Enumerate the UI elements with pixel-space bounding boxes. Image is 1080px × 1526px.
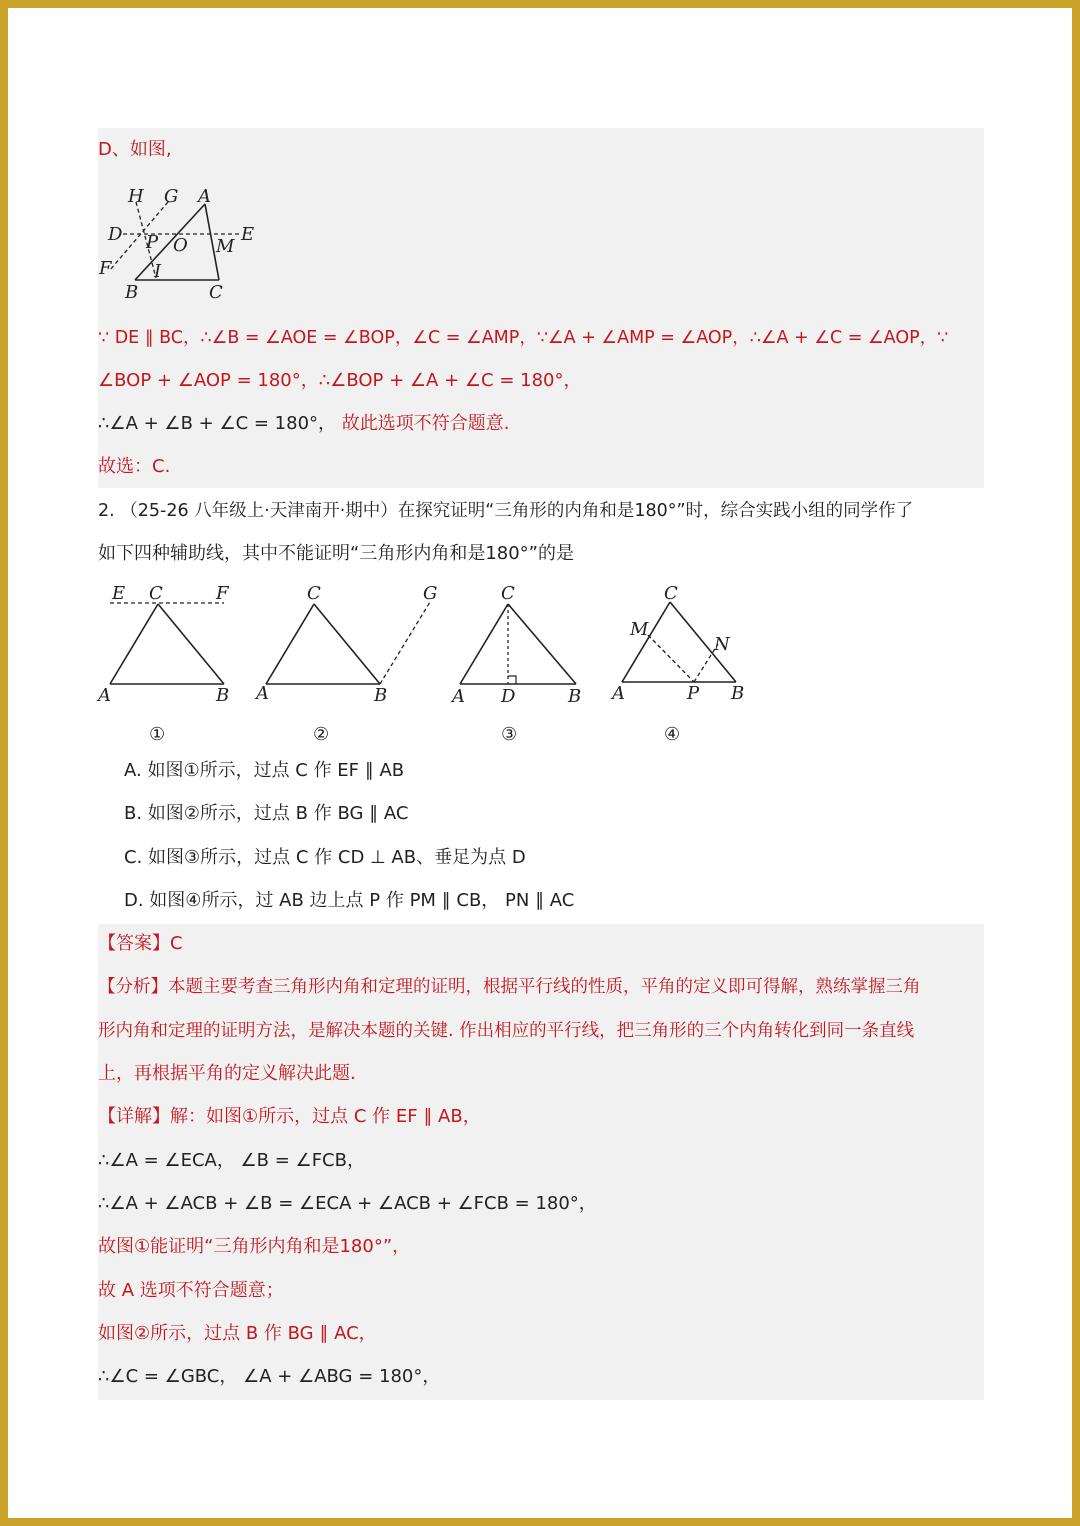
f4-label-N: N (714, 634, 730, 655)
question-2-stem-1: 2. （25-26 八年级上·天津南开·期中）在探究证明“三角形的内角和是180°”时，综合实践小组的同学作了 (98, 501, 914, 521)
f1-label-F: F (216, 583, 229, 604)
f4-label-P: P (687, 683, 700, 704)
f2-label-A: A (256, 683, 269, 704)
f1-label-A: A (98, 685, 111, 706)
answer-line: 【答案】C (98, 933, 183, 954)
f1-label-E: E (112, 583, 126, 604)
detail-line-3: ∴∠A + ∠ACB + ∠B = ∠ECA + ∠ACB + ∠FCB = 180°， (98, 1193, 597, 1214)
f3-label-D: D (501, 686, 516, 707)
figure-1 (96, 583, 230, 745)
figure-2 (254, 583, 437, 745)
option-c: C. 如图③所示，过点 C 作 CD ⊥ AB、垂足为点 D (124, 847, 526, 868)
label-O: O (173, 235, 188, 256)
f4-label-B: B (731, 683, 745, 704)
f3-label-C: C (501, 583, 515, 604)
f2-label-G: G (423, 583, 438, 604)
f1-label-C: C (149, 583, 163, 604)
option-d: D. 如图④所示，过 AB 边上点 P 作 PM ∥ CB， PN ∥ AC (124, 890, 575, 911)
figure-4 (610, 583, 744, 745)
option-d-heading: D、如图, (98, 139, 172, 160)
question-2-stem-2: 如下四种辅助线，其中不能证明“三角形内角和是180°”的是 (98, 543, 575, 564)
label-C: C (209, 282, 223, 303)
analysis-line-3: 上，再根据平角的定义解决此题. (98, 1063, 356, 1084)
proof-line-3 (98, 412, 510, 436)
detail-line-5: 故 A 选项不符合题意； (98, 1280, 284, 1301)
f1-label-B: B (216, 685, 230, 706)
analysis-line-2: 形内角和定理的证明方法，是解决本题的关键. 作出相应的平行线，把三角形的三个内角转化到同一条直线 (98, 1021, 915, 1041)
label-B: B (125, 282, 139, 303)
f4-label-M: M (630, 619, 649, 640)
f4-label-C: C (664, 583, 678, 604)
detail-line-2: ∴∠A = ∠ECA， ∠B = ∠FCB， (98, 1150, 365, 1171)
proof-line-3-math: ∴∠A + ∠B + ∠C = 180°， (98, 413, 337, 434)
f3-label-A: A (452, 686, 465, 707)
label-I: I (154, 261, 162, 282)
question-2-figures (90, 578, 760, 750)
detail-line-6: 如图②所示，过点 B 作 BG ∥ AC， (98, 1323, 377, 1344)
label-H: H (128, 186, 144, 207)
f2-label-C: C (307, 583, 321, 604)
f2-label-B: B (374, 685, 388, 706)
analysis-line-1: 【分析】本题主要考查三角形内角和定理的证明，根据平行线的性质，平角的定义即可得解，熟练掌握三角 (98, 977, 921, 997)
label-G: G (164, 186, 179, 207)
proof-line-1: ∵ DE ∥ BC，∴∠B = ∠AOE = ∠BOP，∠C = ∠AMP，∵∠A + ∠AMP = ∠AOP，∴∠A + ∠C = ∠AOP，∵ (98, 328, 949, 348)
label-P: P (146, 232, 159, 253)
proof-line-2: ∠BOP + ∠AOP = 180°，∴∠BOP + ∠A + ∠C = 180°， (98, 370, 582, 391)
detail-line-4: 故图①能证明“三角形内角和是180°”， (98, 1236, 411, 1257)
choice-line: 故选：C. (98, 456, 171, 477)
f2-caption: ② (313, 724, 330, 745)
f4-label-A: A (612, 683, 625, 704)
option-a: A. 如图①所示，过点 C 作 EF ∥ AB (124, 760, 405, 781)
proof-line-3-text: 故此选项不符合题意. (341, 413, 510, 434)
detail-line-7: ∴∠C = ∠GBC， ∠A + ∠ABG = 180°， (98, 1366, 441, 1387)
f3-label-B: B (568, 686, 582, 707)
f4-caption: ④ (664, 724, 681, 745)
label-E: E (241, 224, 255, 245)
label-D: D (108, 224, 123, 245)
f3-caption: ③ (501, 724, 518, 745)
label-A: A (198, 186, 211, 207)
option-b: B. 如图②所示，过点 B 作 BG ∥ AC (124, 803, 409, 824)
figure-d-diagram (98, 182, 268, 307)
detail-line-1: 【详解】解：如图①所示，过点 C 作 EF ∥ AB， (98, 1106, 481, 1127)
label-F: F (99, 258, 112, 279)
label-M: M (216, 236, 235, 257)
figure-3 (450, 583, 581, 745)
f1-caption: ① (149, 724, 166, 745)
